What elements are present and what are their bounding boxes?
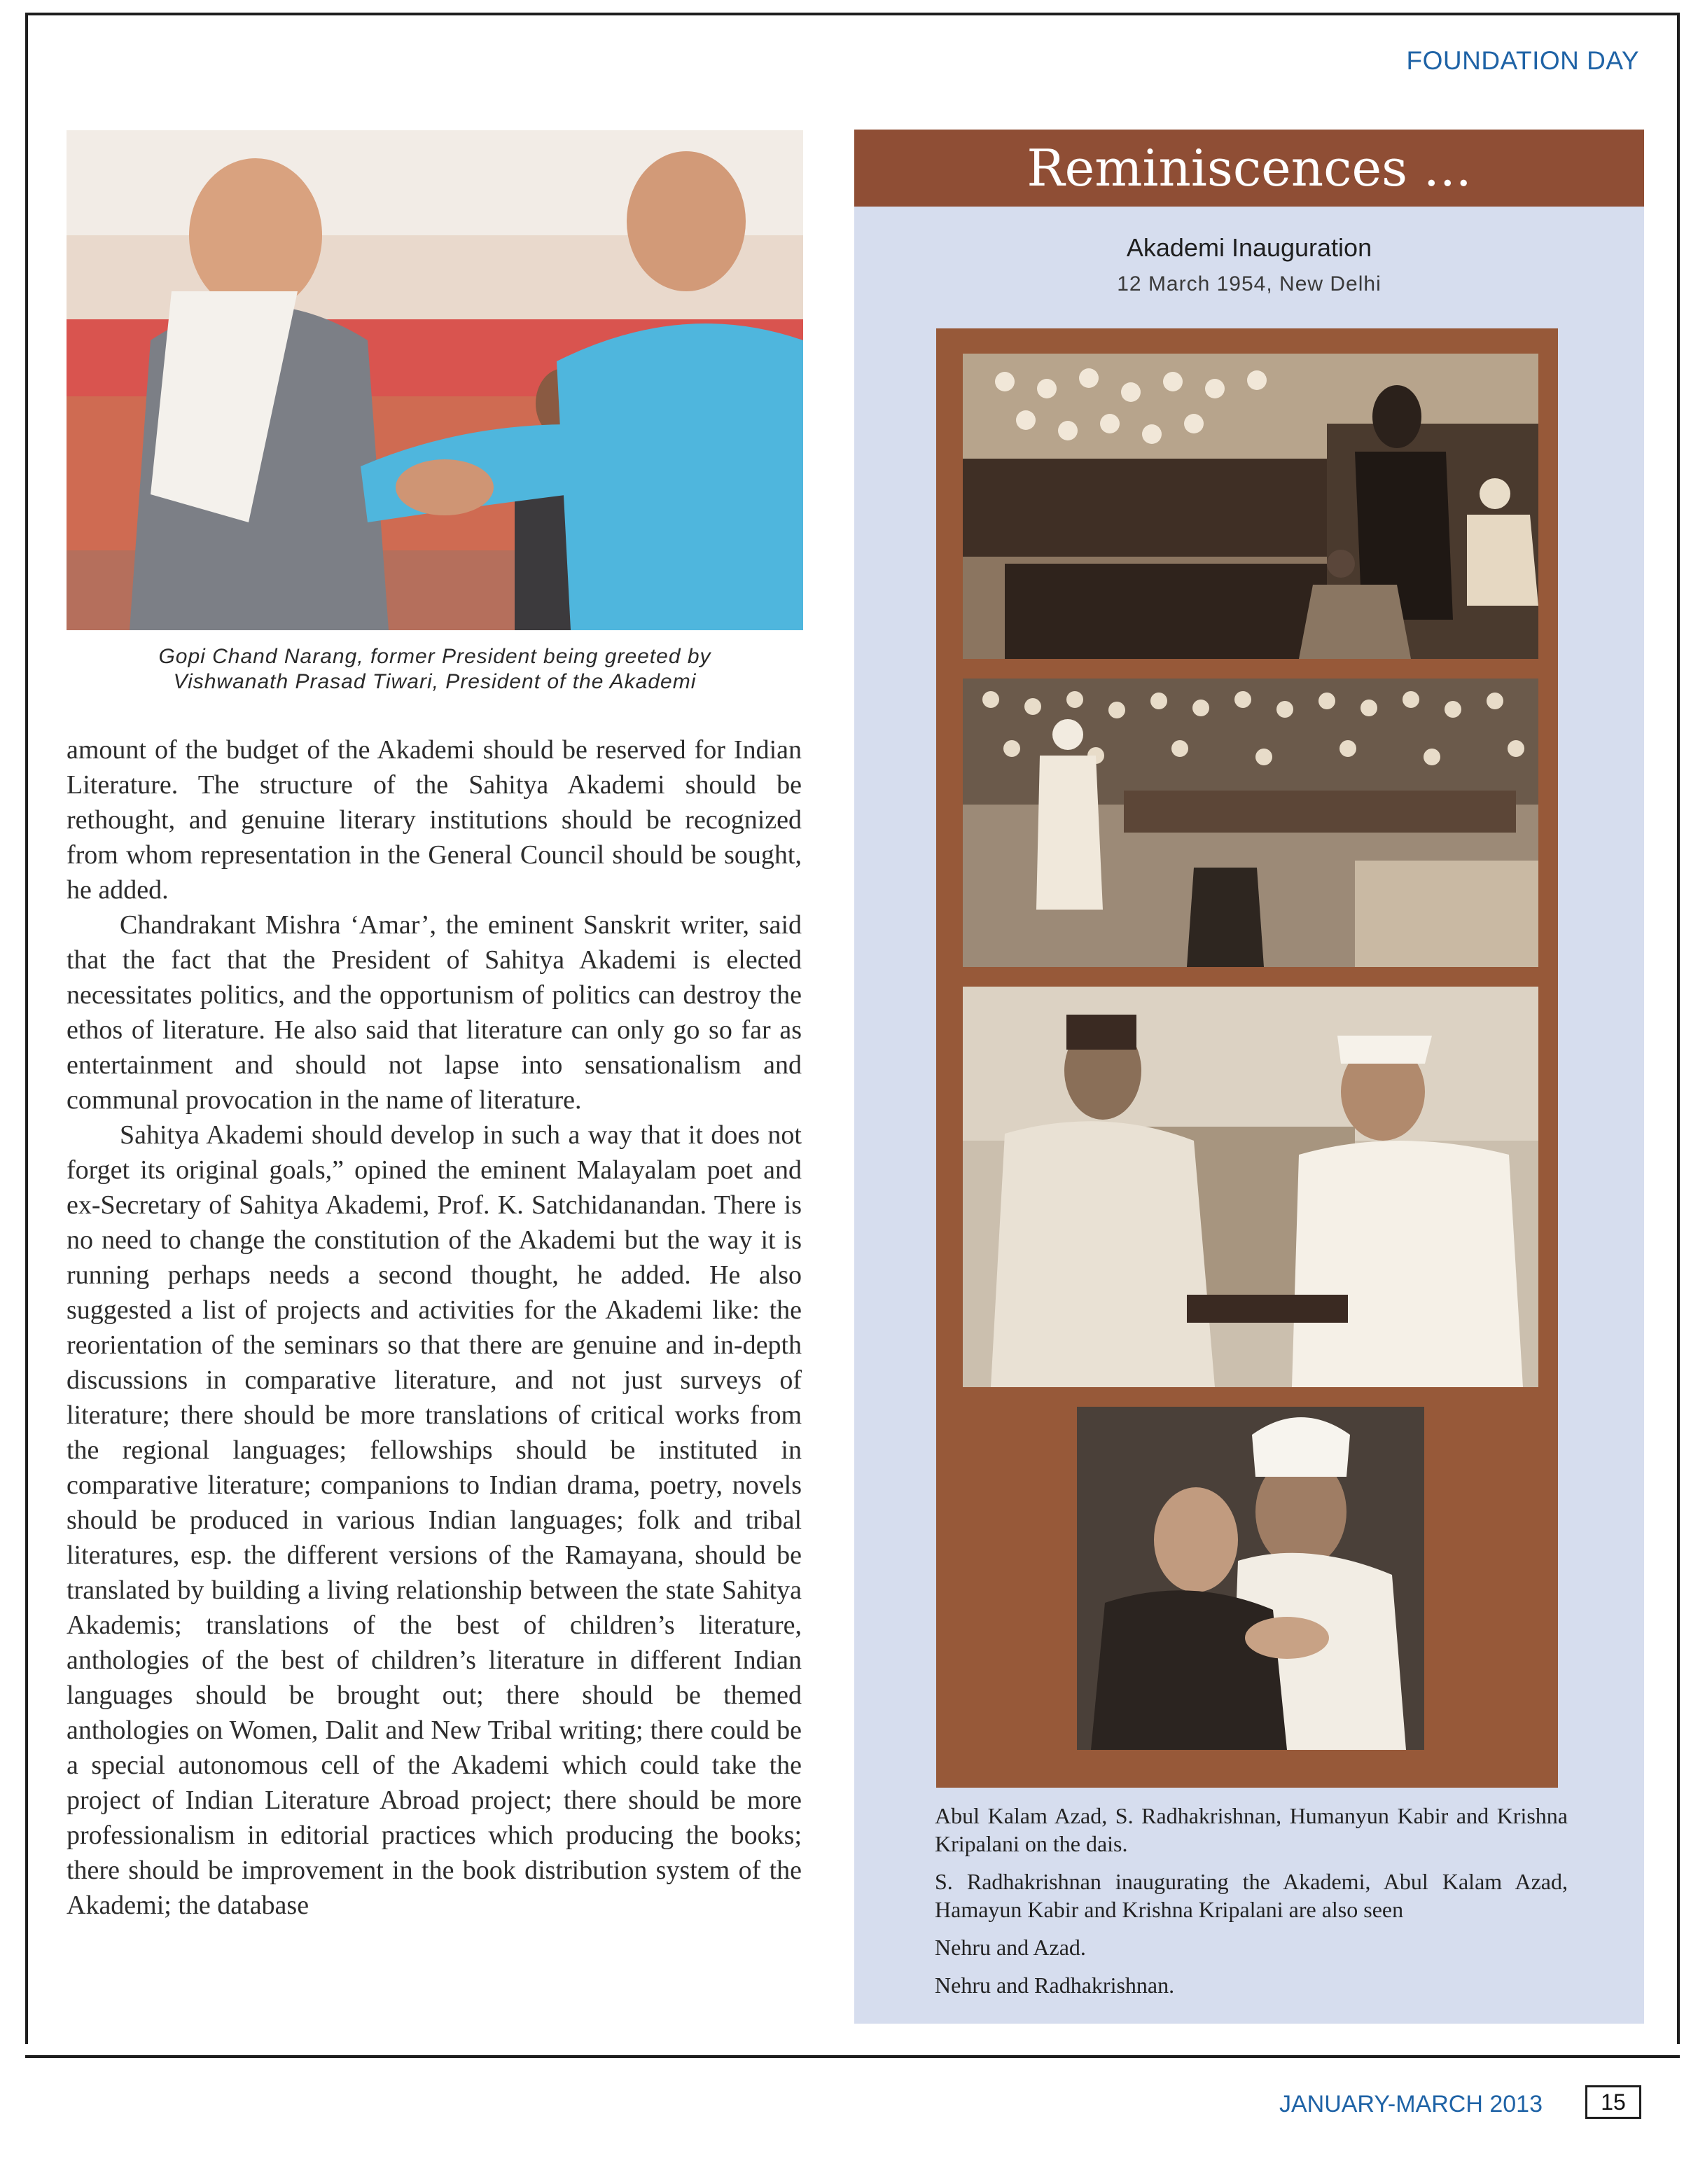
panel-caption-1: Abul Kalam Azad, S. Radhakrishnan, Humanyun Kabir and Krishna Kripalani on the dais. bbox=[935, 1803, 1568, 1856]
panel-title: Reminiscences ... bbox=[854, 130, 1644, 207]
panel-subtitle: Akademi Inauguration bbox=[1126, 233, 1372, 262]
nehru-azad-photo bbox=[963, 987, 1538, 1387]
article-paragraph: Sahitya Akademi should develop in such a way that it does not forget its original goals,” opined the eminent Malayalam poet and ex-Secretary of Sahitya Akademi, Prof. K. Satchidanandan. There is no need to change the constitution of the Akademi but the way it is running perhaps needs a second thought, he added. He also suggested a list of projects and activities for the Akademi like: the reorientation of the seminars so that there are genuine and in-depth discussions in comparative literature, and not just surveys of literature; there should be more translations of critical works from the regional languages; fellowships should be instituted in comparative literature; companions to Indian drama, poetry, novels should be produced in various Indian languages; folk and tribal literatures, esp. the different versions of the Ramayana, should be translated by building a living relationship between the state Sahitya Akademis; translations of the best of children’s literature, anthologies of the best of children’s literature in different Indian languages should be brought out; there should be themed anthologies on Women, Dalit and New Tribal writing; there could be a special autonomous cell of the Akademi which could take the project of Indian Literature Abroad project; there should be more professionalism in editorial practices which producing the books; there should be improvement in the book distribution system of the Akademi; the database bbox=[67, 1120, 802, 1920]
panel-captions bbox=[935, 1802, 1568, 2009]
dais-photo bbox=[963, 354, 1538, 659]
article-body bbox=[67, 732, 802, 1923]
article-paragraph: amount of the budget of the Akademi should be reserved for Indian Literature. The structure of the Sahitya Akademi should be rethought, and genuine literary institutions should be recognized from whom representation in the General Council should be sought, he added. bbox=[67, 735, 802, 905]
top-rule bbox=[25, 13, 1680, 15]
inauguration-hall-photo bbox=[963, 679, 1538, 967]
right-rule bbox=[1677, 13, 1680, 2044]
panel-caption-3: Nehru and Azad. bbox=[935, 1935, 1086, 1960]
panel-caption-4: Nehru and Radhakrishnan. bbox=[935, 1973, 1175, 1998]
photo-caption bbox=[67, 644, 802, 695]
left-rule bbox=[25, 13, 28, 2044]
issue-date: JANUARY-MARCH 2013 bbox=[1279, 2091, 1543, 2117]
photo-caption-line-2: Vishwanath Prasad Tiwari, President of the Akademi bbox=[173, 670, 697, 693]
article-paragraph: Chandrakant Mishra ‘Amar’, the eminent Sanskrit writer, said that the fact that the President of Sahitya Akademi is elected necessitates politics, and the opportunism of politics can destroy the ethos of literature. He also said that literature can only go so far as entertainment and should not lapse into sensationalism and communal provocation in the name of literature. bbox=[67, 910, 802, 1115]
photo-frame bbox=[936, 328, 1558, 1788]
panel-caption-2: S. Radhakrishnan inaugurating the Akademi, Abul Kalam Azad, Hamayun Kabir and Krishna Kripalani are also seen bbox=[935, 1869, 1568, 1922]
bottom-rule bbox=[25, 2055, 1680, 2058]
panel-date: 12 March 1954, New Delhi bbox=[1117, 272, 1382, 295]
nehru-radhakrishnan-photo bbox=[1077, 1407, 1424, 1750]
reminiscences-panel bbox=[854, 130, 1644, 2024]
section-label: FOUNDATION DAY bbox=[1406, 46, 1639, 75]
page-number: 15 bbox=[1585, 2085, 1641, 2119]
photo-caption-line-1: Gopi Chand Narang, former President being greeted by bbox=[158, 645, 711, 668]
greeting-photo bbox=[67, 130, 803, 630]
